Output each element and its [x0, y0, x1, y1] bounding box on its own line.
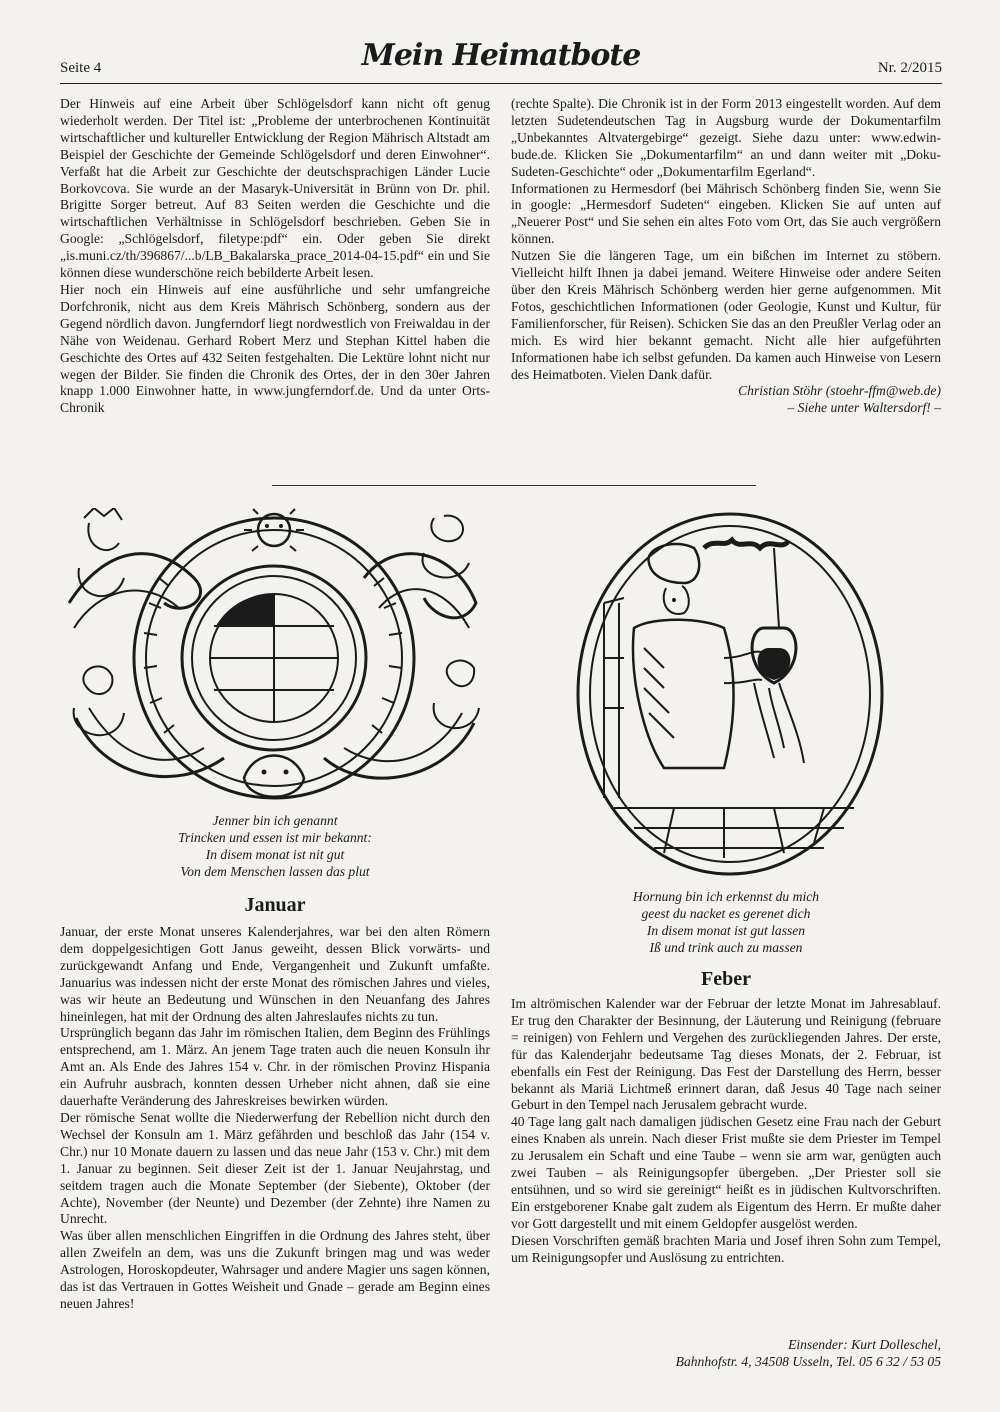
poem-line: Trincken und essen ist mir bekannt:: [178, 830, 372, 845]
paragraph: (rechte Spalte). Die Chronik ist in der Form 2013 eingestellt worden. Auf dem letzten Sudetendeutschen Tag in Augsburg wurde der Dokumentarfilm „Unbekanntes Altvatergebirge“ gezeigt. Siehe dazu unter: www.edwin-bude.de. Klicken Sie „Dokumentarfilm“ an und dann weiter mit „Doku-Sudeten-Geschichte“ oder „Dokumentarfilm Egerland“.: [511, 96, 941, 179]
poem-line: Hornung bin ich erkennst du mich: [632, 889, 820, 904]
page-header: [60, 38, 942, 84]
januar-heading: Januar: [244, 894, 306, 916]
poem-line: Von dem Menschen lassen das plut: [180, 864, 370, 879]
author-signature: Christian Stöhr (stoehr-ffm@web.de): [738, 383, 941, 399]
sender-address: Bahnhofstr. 4, 34508 Usseln, Tel. 05 6 32 / 53 05: [675, 1354, 941, 1369]
poem-line: Jenner bin ich genannt: [212, 813, 338, 828]
paragraph: Januar, der erste Monat unseres Kalenderjahres, war bei den alten Römern dem doppelgesichtigen Gott Janus geweiht, dessen Blick vorwärts- und zurückgewandt Anfang und Ende, Vergangenheit und Zukunft umfaßte. Januarius was indessen nicht der erste Monat des römischen Jahres und vieles, was wir heute an Bedeutung und Wünschen in den Neuanfang des Jahres hineinlegen, hat mit der Ordnung des alten Jahreslaufes nichts zu tun.: [60, 924, 490, 1024]
author-note: – Siehe unter Waltersdorf! –: [787, 400, 941, 416]
paragraph: Der Hinweis auf eine Arbeit über Schlögelsdorf kann nicht oft genug wiederholt werden. Der Titel ist: „Probleme der unterbrochenen Kontinuität wirtschaftlicher und kultureller Entwicklung der Region Mährisch Altstadt am Beispiel der Geschichte der Gemeinde Schlögelsdorf und deren Einwohner“. Verfaßt hat die Arbeit zur Geschichte der deutschsprachigen Länder Lucie Borkovcova. Sie wurde an der Masaryk-Universität in Brünn von Dr. phil. Brigitte Sorger betreut. Auf 83 Seiten werden die Geschichte und die wirtschaftlichen Verhältnisse in Schlögelsdorf beschrieben. Geben Sie in Google: „Schlögelsdorf, filetype:pdf“ ein. Oder geben Sie direkt „is.muni.cz/th/396867/...b/LB_Bakalarska_prace_2014-04-15.pdf“ ein und Sie können diese wunderschöne reich bebilderte Arbeit lesen.: [60, 96, 490, 281]
paragraph: Ursprünglich begann das Jahr im römischen Italien, dem Beginn des Frühlings entsprechend, am 1. März. An jenem Tage traten auch die neuen Konsuln ihr Amt an. Als Ende des Jahres 154 v. Chr. in der römischen Provinz Hispania ein Aufruhr ausbrach, konnten dessen Urheber nicht ahnen, daß sie eine dauerhafte Veränderung des Jahreskreises bewirken würden.: [60, 1025, 490, 1109]
paragraph: Diesen Vorschriften gemäß brachten Maria und Josef ihren Sohn zum Tempel, um Reinigungsopfer und Auslösung zu entrichten.: [511, 1232, 941, 1265]
poem-line: geest du nacket es gerenet dich: [641, 906, 811, 921]
sender-name: Einsender: Kurt Dolleschel,: [788, 1337, 941, 1352]
feber-poem: [511, 888, 941, 956]
masthead-title: Mein Heimatbote: [361, 38, 641, 73]
feber-woodcut: [574, 508, 886, 880]
header-rule: [60, 83, 942, 84]
issue-number: Nr. 2/2015: [877, 60, 942, 76]
januar-article: [60, 924, 490, 1313]
paragraph: Der römische Senat wollte die Niederwerfung der Rebellion nicht durch den Wechsel der Konsuln am 1. März gefährden und beschloß das Jahr (154 v. Chr.) nur 10 Monate dauern zu lassen und das neue Jahr (153 v. Chr.) mit dem 1. Januar zu beginnen. Seit dieser Zeit ist der 1. Januar Neujahrstag, und seitdem tragen auch die Monate September (der Siebente), Oktober (der Achte), November (der Neunte) und Dezember (der Zehnte) ihre Namen zu Unrecht.: [60, 1109, 490, 1227]
sender-info: [511, 1336, 941, 1370]
paragraph: Im altrömischen Kalender war der Februar der letzte Monat im Jahresablauf. Er trug den Charakter der Besinnung, der Läuterung und Reinigung (februare = reinigen) von Fehlern und Vergehen des zurückliegenden Jahres. Der erste, für das Kalenderjahr bedeutsame Tag dieses Monats, der 2. Februar, ist ebenfalls ein Fest der Reinigung. Das Fest der Darstellung des Herrn, besser bekannt als Mariä Lichtmeß erinnert daran, daß Jesus 40 Tage nach seiner Geburt in den Tempel nach Jerusalem gebracht wurde.: [511, 996, 941, 1113]
januar-woodcut: [64, 508, 484, 808]
poem-line: In disem monat ist gut lassen: [646, 923, 806, 938]
page-number: Seite 4: [60, 60, 102, 76]
paragraph: Nutzen Sie die längeren Tage, um ein bißchen im Internet zu stöbern. Vielleicht hilft Ihnen ja dabei jemand. Weitere Hinweise oder andere Seiten über den Kreis Mährisch Schönberg werden hier gerne aufgenommen. Mit Fotos, geschichtlichen Informationen (oder Geologie, Kunst und Kultur, für Familienforscher, für Reisen). Schicken Sie das an den Preußler Verlag oder an mich. Es wird hier bekannt gemacht. Nicht alle hier aufgeführten Informationen habe ich selbst gefunden. Da kamen auch Hinweise von Lesern des Heimatboten. Vielen Dank dafür.: [511, 248, 941, 382]
paragraph: Informationen zu Hermesdorf (bei Mährisch Schönberg finden Sie, wenn Sie in google: „Hermesdorf Sudeten“ eingeben. Klicken Sie auf unten auf „Neuerer Post“ und Sie sehen ein altes Foto vom Ort, das Sie auch vergrößern können.: [511, 180, 941, 247]
poem-line: In disem monat ist nit gut: [205, 847, 345, 862]
right-column-top: [511, 96, 941, 417]
januar-poem: [60, 812, 490, 880]
feber-article: [511, 996, 941, 1267]
paragraph: 40 Tage lang galt nach damaligen jüdischen Gesetz eine Frau nach der Geburt eines Knaben als unrein. Nach dieser Frist mußte sie dem Priester im Tempel zu Jerusalem ein Schaft und eine Taube – wenn sie arm war, genügten auch zwei Tauben – als Reinigungsopfer übergeben. „Der Priester soll sie entsühnen, und so wird sie gereinigt“ heißt es in jüdischen Kultvorschriften. Ein erstgeborener Knabe galt zudem als Eigentum des Herrn. Er mußte daher vor Gott dargestellt und mit einem Geldopfer ausgelöst werden.: [511, 1114, 941, 1231]
feber-heading: Feber: [701, 968, 751, 990]
poem-line: Iß und trink auch zu massen: [649, 940, 803, 955]
section-divider: [272, 485, 756, 486]
paragraph: Hier noch ein Hinweis auf eine ausführliche und sehr umfangreiche Dorfchronik, nicht aus dem Kreis Mährisch Schönberg, sondern aus der Gegend nördlich davon. Jungferndorf liegt nordwestlich von Freiwaldau in der Nähe von Weidenau. Gerhard Robert Merz und Stephan Kittel haben die Geschichte des Ortes auf 432 Seiten festgehalten. Die Lektüre lohnt nicht nur wegen der Bilder. Sie finden die Chronik des Ortes, der in den 30er Jahren knapp 1.000 Einwohner hatte, in www.jungferndorf.de. Und da unter Orts-Chronik: [60, 281, 490, 416]
paragraph: Was über allen menschlichen Eingriffen in die Ordnung des Jahres steht, über allen Zweifeln an dem, was uns die Zukunft bringen mag und was weder Astrologen, Horoskopdeuter, Wahrsager und andere Magier uns sagen können, das ist das Vertrauen in Gottes Weisheit und Gnade – gerade am Beginn eines neuen Jahres!: [60, 1228, 490, 1311]
left-column-top: [60, 96, 490, 417]
